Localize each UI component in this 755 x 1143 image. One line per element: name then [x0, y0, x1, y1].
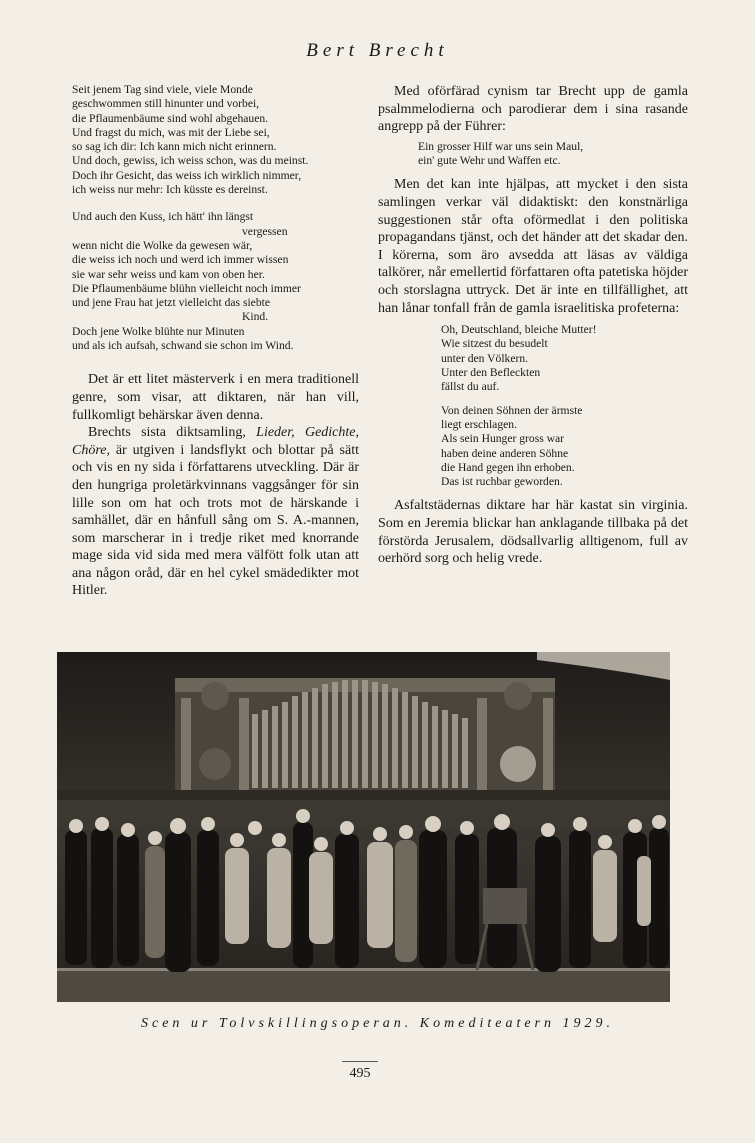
quote-line: fällst du auf. — [441, 380, 500, 394]
left-column — [72, 83, 359, 600]
poem-line: wenn nicht die Wolke da gewesen wär, — [72, 238, 253, 252]
poem-line: ich weiss nur mehr: Ich küsste es dereinst. — [72, 183, 268, 197]
quote-line: Von deinen Söhnen der ärmste — [441, 403, 583, 417]
paragraph-text: Men det kan inte hjälpas, att mycket i den sista samlingen verkar väl didaktiskt: den konstnärliga suggestionen står ofta oförmedlat i den politiska propagandans tjänst, och det händer att det skadar den. I körerna, som äro avsedda att läsas av väldiga talkörer, når emellertid författaren ofta patetiska höjder och storslagna uttryck. Det är inte en tillfällighet, att han lånar tonfall från de gamla israelitiska profeterna: — [378, 177, 688, 316]
poem-line: und als ich aufsah, schwand sie schon im Wind. — [72, 339, 294, 353]
quote-line: Unter den Befleckten — [441, 366, 541, 380]
poem-line: sie war sehr weiss und kam von oben her. — [72, 267, 265, 281]
poem-line: Und doch, gewiss, ich weiss schon, was du meinst. — [72, 154, 309, 168]
poem-line: Die Pflaumenbäume blühn vielleicht noch immer — [72, 281, 301, 295]
quote-line: Wie sitzest du besudelt — [441, 337, 548, 351]
quote-line: Das ist ruchbar geworden. — [441, 475, 563, 489]
quote — [378, 323, 688, 489]
poem-line: vergessen — [242, 224, 288, 238]
poem-line: Doch ihr Gesicht, das weiss ich wirklich nimmer, — [72, 168, 302, 182]
poem-line: Und auch den Kuss, ich hätt' ihn längst — [72, 210, 254, 224]
quote-line: Als sein Hunger gross war — [441, 432, 565, 446]
poem-line: geschwommen still hinunter und vorbei, — [72, 97, 260, 111]
quote-line: liegt erschlagen. — [441, 417, 517, 431]
page-number: 495 — [349, 1066, 371, 1081]
paragraph — [378, 497, 688, 567]
paragraph — [72, 424, 359, 600]
paragraph — [72, 371, 359, 424]
paragraph-text: Asfaltstädernas diktare har här kastat sin virginia. Som en Jeremia blickar han anklagande tillbaka på det förstörda Jerusalem, dödsallvarlig alltigenom, full av oerhörd sorg och helig vrede. — [378, 498, 688, 567]
paragraph-text: Med oförfärad cynism tar Brecht upp de gamla psalmmelodierna och parodierar dem i sina rasande angrepp på der Führer: — [378, 84, 688, 135]
divider — [342, 1061, 378, 1062]
running-head: Bert Brecht — [306, 40, 449, 61]
photo-caption: Scen ur Tolvskillingsoperan. Komediteatern 1929. — [140, 1016, 615, 1031]
quote — [378, 140, 688, 169]
right-column — [378, 83, 688, 568]
poem-line: Doch jene Wolke blühte nur Minuten — [72, 324, 245, 338]
quote-line: ein' gute Wehr und Waffen etc. — [418, 154, 561, 168]
poem-line: und jene Frau hat jetzt vielleicht das siebte — [72, 296, 270, 310]
quote-line: die Hand gegen ihn erhoben. — [441, 460, 575, 474]
paragraph — [378, 83, 688, 136]
paragraph-text: Brechts sista diktsamling, — [88, 425, 257, 441]
poem-line: die weiss ich noch und werd ich immer wissen — [72, 253, 289, 267]
poem-line: so sag ich dir: Ich kann mich nicht erinnern. — [72, 140, 277, 154]
paragraph-text: är utgiven i landsflykt och blottar på sätt och vis en ny sida i författarens utveckling. Där är den hungriga proletärkvinnans vaggsånger för sin lille son om hat och trots mot de härskande i samhället, där en hånfull sång om S. A.-mannen, som marscherar in i tredje riket med knorrande mage sida vid sida med mera välfött folk utan att ana någon oråd, där en hel cykel smädedikter mot Hitler. — [72, 442, 359, 599]
poem-line: Kind. — [242, 310, 269, 324]
poem-line: Seit jenem Tag sind viele, viele Monde — [72, 83, 253, 96]
quote-line: haben deine anderen Söhne — [441, 446, 569, 460]
quote-line: Ein grosser Hilf war uns sein Maul, — [418, 139, 584, 153]
stage-photo-illustration — [57, 652, 670, 1002]
poem — [72, 83, 359, 353]
poem-line: Und fragst du mich, was mit der Liebe sei, — [72, 125, 270, 139]
poem-line: die Pflaumenbäume sind wohl abgehauen. — [72, 111, 269, 125]
quote-line: Oh, Deutschland, bleiche Mutter! — [441, 323, 597, 337]
stage-photo — [57, 652, 670, 1002]
quote-line: unter den Völkern. — [441, 351, 529, 365]
paragraph-text: Det är ett litet mästerverk i en mera traditionell genre, som visar, att diktaren, när han vill, fullkomligt behärskar även denna. — [72, 372, 359, 423]
book-title: Lieder, Gedichte, Chöre, — [72, 425, 360, 458]
paragraph — [378, 176, 688, 317]
